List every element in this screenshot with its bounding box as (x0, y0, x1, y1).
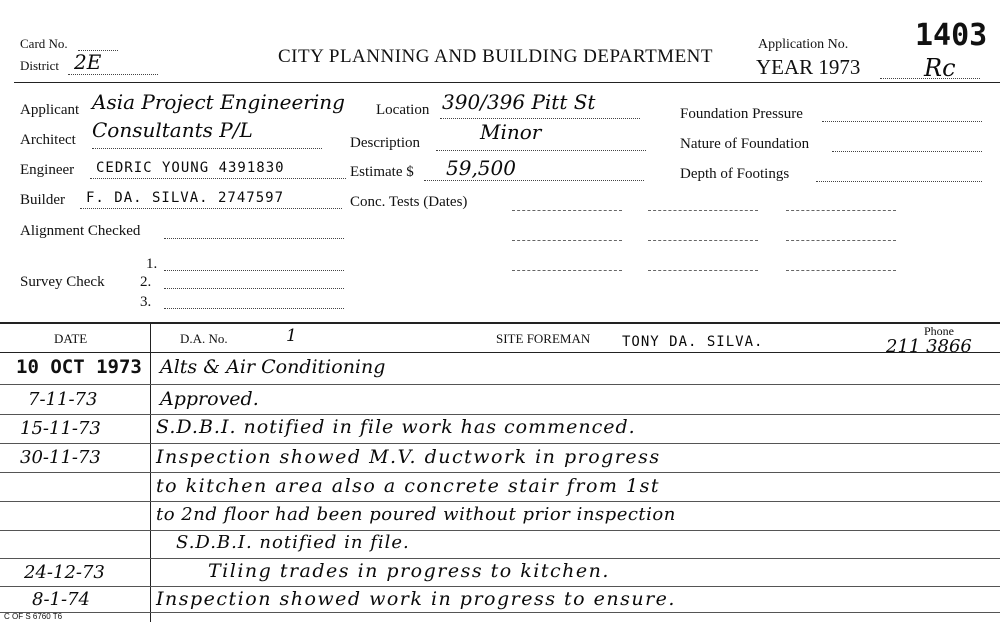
builder-value: F. DA. SILVA. 2747597 (86, 190, 285, 206)
description-value: Minor (480, 120, 542, 144)
card-no-label: Card No. (20, 36, 68, 51)
year-label: YEAR 1973 (756, 55, 861, 79)
site-foreman-header: SITE FOREMAN (496, 331, 591, 346)
entry-text: to kitchen area also a concrete stair from 1st (156, 475, 660, 497)
form-code: C OF S 6760 T6 (4, 612, 63, 621)
estimate-label: Estimate $ (350, 164, 414, 180)
description-label: Description (350, 135, 420, 151)
year-mark: Rc (924, 54, 956, 82)
applicant-value: Asia Project Engineering (92, 90, 345, 114)
survey-2-label: 2. (140, 274, 152, 290)
architect-value: Consultants P/L (92, 118, 253, 142)
foundation-pressure-label: Foundation Pressure (680, 106, 803, 122)
entry-date: 15-11-73 (20, 418, 101, 439)
entry-date: 30-11-73 (20, 447, 101, 468)
applicant-label: Applicant (20, 102, 80, 118)
entry-text: S.D.B.I. notified in file work has commenced. (156, 416, 636, 438)
department-title: CITY PLANNING AND BUILDING DEPARTMENT (278, 46, 713, 67)
entry-text: Inspection showed M.V. ductwork in progress (156, 446, 661, 468)
district-label: District (20, 58, 59, 73)
entry-text: S.D.B.I. notified in file. (176, 532, 410, 553)
entry-text: Approved. (160, 388, 259, 410)
entry-date: 8-1-74 (32, 589, 90, 610)
entry-date: 7-11-73 (28, 389, 98, 410)
application-no-label: Application No. (758, 37, 849, 52)
application-no: 1403 (915, 18, 988, 53)
survey-1-label: 1. (146, 256, 158, 272)
alignment-label: Alignment Checked (20, 223, 141, 239)
engineer-label: Engineer (20, 162, 75, 178)
location-value: 390/396 Pitt St (442, 90, 596, 114)
date-header: DATE (54, 331, 88, 346)
entry-text: Inspection showed work in progress to ensure. (156, 588, 676, 610)
entry-date: 24-12-73 (24, 562, 105, 583)
engineer-value: CEDRIC YOUNG 4391830 (96, 160, 285, 176)
entry-text: Alts & Air Conditioning (160, 356, 386, 378)
survey-3-label: 3. (140, 294, 152, 310)
da-no-header: D.A. No. (180, 331, 228, 346)
site-foreman-value: TONY DA. SILVA. (622, 334, 764, 350)
depth-footings-label: Depth of Footings (680, 166, 790, 182)
entry-date: 10 OCT 1973 (16, 356, 142, 378)
location-label: Location (376, 102, 430, 118)
phone-label: Phone (924, 324, 954, 338)
builder-label: Builder (20, 192, 65, 208)
architect-label: Architect (20, 132, 76, 148)
conc-tests-label: Conc. Tests (Dates) (350, 194, 468, 210)
da-no-value: 1 (286, 326, 297, 346)
district-value: 2E (74, 50, 102, 74)
log-header-divider (0, 352, 1000, 353)
header-divider (14, 82, 1000, 83)
phone-value: 211 3866 (886, 336, 972, 357)
entry-text: to 2nd floor had been poured without prior inspection (156, 504, 676, 525)
nature-foundation-label: Nature of Foundation (680, 136, 810, 152)
survey-check-label: Survey Check (20, 274, 105, 290)
entry-text: Tiling trades in progress to kitchen. (208, 560, 610, 582)
estimate-value: 59,500 (446, 156, 516, 180)
